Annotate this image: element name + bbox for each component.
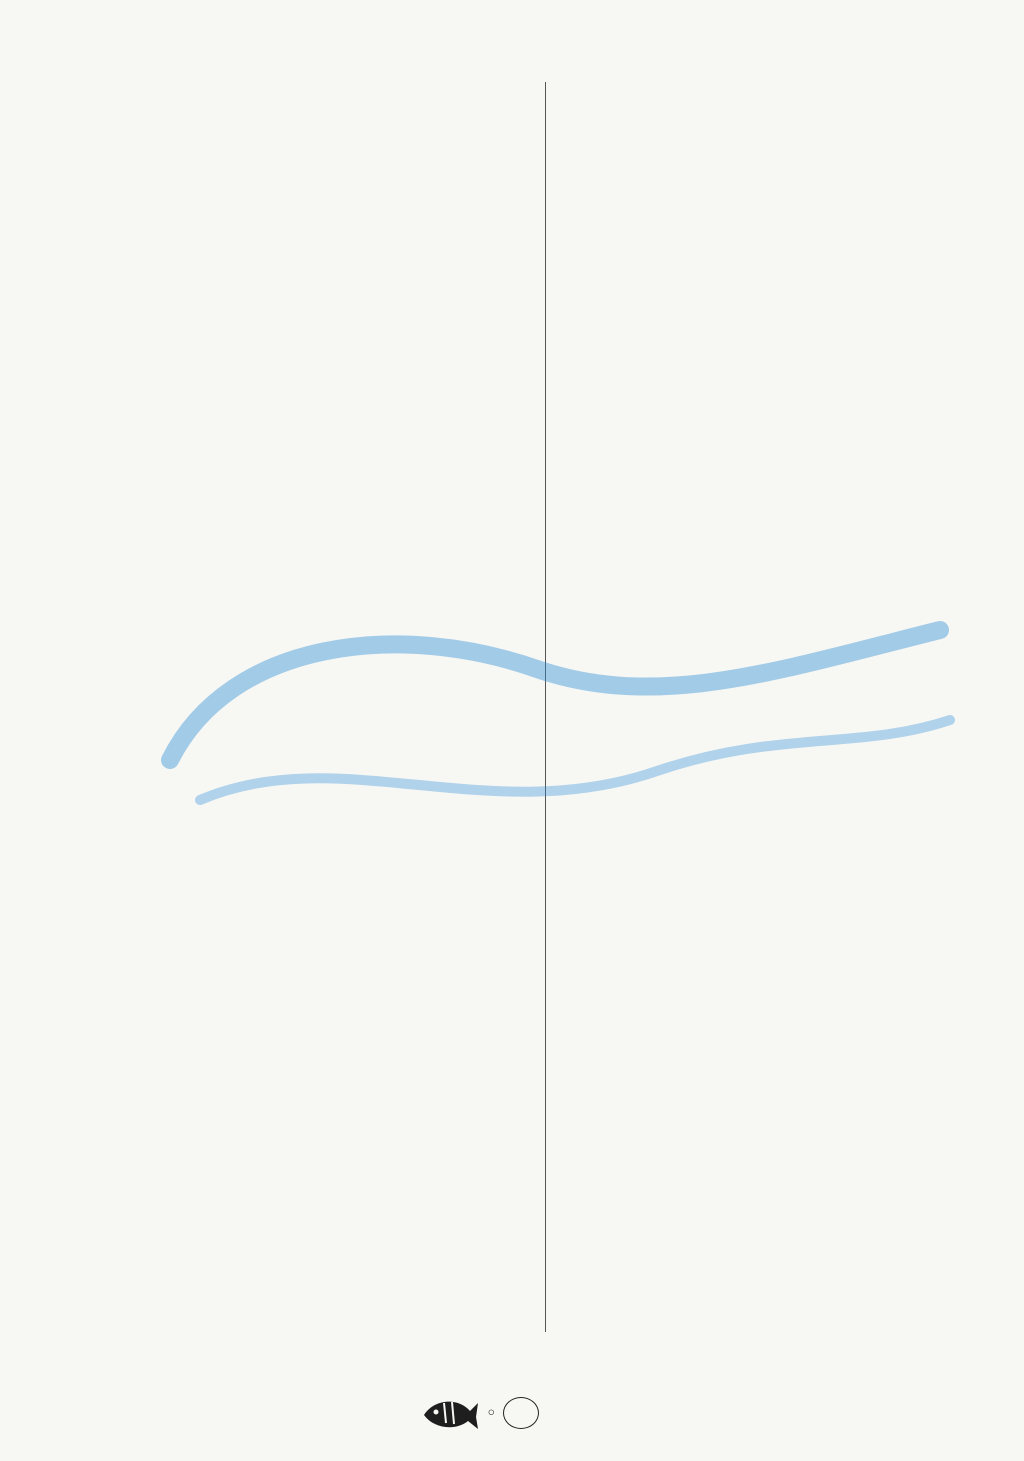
column-divider xyxy=(545,82,546,1332)
page-number xyxy=(503,1397,539,1429)
page-footer: ◦ xyxy=(420,1393,539,1433)
fish-icon xyxy=(420,1393,480,1433)
site-watermark xyxy=(140,600,970,840)
